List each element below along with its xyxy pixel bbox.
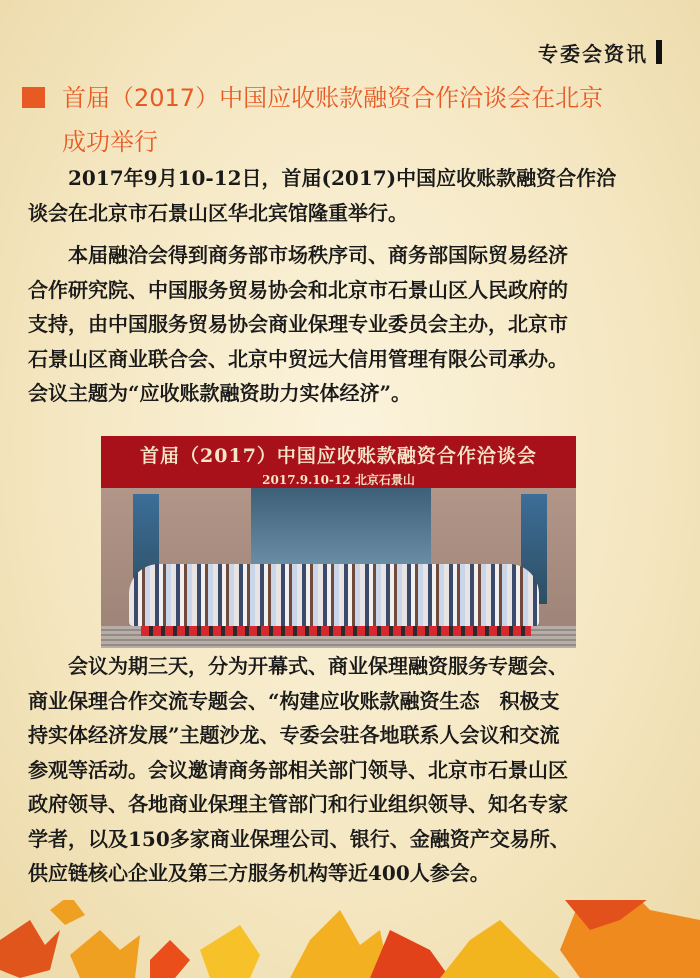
title-line: 成功举行 [62,128,158,156]
maple-leaf-icon [0,900,700,978]
text-line: 2017年9月10-12日，首届(2017)中国应收账款融资合作洽 [28,166,617,190]
text-line: 支持，由中国服务贸易协会商业保理专业委员会主办，北京市 [28,312,568,336]
text-line: 会议主题为“应收账款融资助力实体经济”。 [28,381,412,405]
crowd [129,564,539,626]
photo-banner [101,436,576,488]
section-tag: 专委会资讯 [538,42,648,66]
article-title [62,76,672,164]
section-tag-bar [656,40,662,64]
paragraph-2 [28,238,676,411]
title-square-bullet [22,87,45,108]
text-line: 供应链核心企业及第三方服务机构等近400人参会。 [28,861,490,885]
text-line: 合作研究院、中国服务贸易协会和北京市石景山区人民政府的 [28,277,568,302]
text-line: 参观等活动。会议邀请商务部相关部门领导、北京市石景山区 [28,757,568,782]
text-line: 政府领导、各地商业保理主管部门和行业组织领导、知名专家 [28,792,568,816]
banner-subtitle: 2017.9.10-12 北京石景山 [262,473,415,487]
group-photo [101,436,576,648]
title-line: 首届（2017）中国应收账款融资合作洽谈会在北京 [62,84,604,112]
paragraph-3 [28,649,676,891]
text-line: 持实体经济发展”主题沙龙、专委会驻各地联系人会议和交流 [28,723,560,747]
paragraph-1 [28,161,676,230]
banner-title: 首届（2017）中国应收账款融资合作洽谈会 [140,445,537,467]
text-line: 学者，以及150多家商业保理公司、银行、金融资产交易所、 [28,826,570,851]
text-line: 会议为期三天，分为开幕式、商业保理融资服务专题会、 [28,654,568,678]
text-line: 石景山区商业联合会、北京中贸远大信用管理有限公司承办。 [28,346,568,371]
text-line: 商业保理合作交流专题会、“构建应收账款融资生态 积极支 [28,688,560,713]
chairs [141,626,531,636]
text-line: 谈会在北京市石景山区华北宾馆隆重举行。 [28,200,408,225]
text-line: 本届融洽会得到商务部市场秩序司、商务部国际贸易经济 [28,243,568,267]
autumn-leaves-decoration [0,900,700,978]
